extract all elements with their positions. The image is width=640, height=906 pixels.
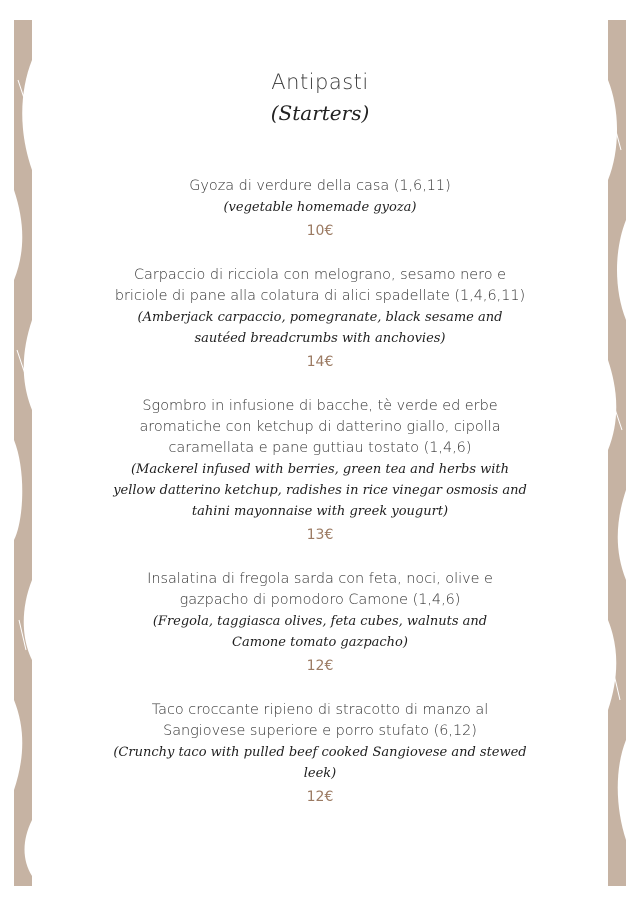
dish-price: 10€ — [306, 223, 334, 239]
menu-list — [110, 176, 530, 831]
dish-name: Sgombro in infusione di bacche, tè verde ed erbe aromatiche con ketchup di datterino giallo, cipolla caramellata e pane guttiau tostato (1,4,6) — [139, 398, 501, 456]
dish-english: (Amberjack carpaccio, pomegranate, black sesame and sautéed breadcrumbs with anchovies) — [137, 310, 503, 346]
dish-english: (Crunchy taco with pulled beef cooked Sangiovese and stewed leek) — [113, 745, 527, 781]
dish-price: 13€ — [306, 527, 334, 543]
menu-item — [110, 700, 530, 807]
dish-price: 12€ — [306, 789, 334, 805]
menu-header — [0, 68, 640, 128]
page-subtitle: (Starters) — [270, 101, 370, 125]
dish-name: Insalatina di fregola sarda con feta, noci, olive e gazpacho di pomodoro Camone (1,4,6) — [147, 571, 493, 608]
dish-english: (vegetable homemade gyoza) — [223, 200, 417, 215]
dish-english: (Fregola, taggiasca olives, feta cubes, walnuts and Camone tomato gazpacho) — [152, 614, 488, 650]
dish-name: Carpaccio di ricciola con melograno, sesamo nero e briciole di pane alla colatura di alici spadellate (1,4,6,11) — [114, 267, 526, 304]
page-title: Antipasti — [271, 70, 369, 94]
dish-name: Gyoza di verdure della casa (1,6,11) — [189, 178, 451, 194]
dish-price: 12€ — [306, 658, 334, 674]
dish-name: Taco croccante ripieno di stracotto di manzo al Sangiovese superiore e porro stufato (6,12) — [151, 702, 489, 739]
dish-english: (Mackerel infused with berries, green tea and herbs with yellow datterino ketchup, radishes in rice vinegar osmosis and tahini mayonnaise with greek yougurt) — [113, 462, 527, 519]
menu-item — [110, 265, 530, 372]
menu-item — [110, 176, 530, 241]
dish-price: 14€ — [306, 354, 334, 370]
decorative-left-border — [14, 20, 32, 886]
menu-item — [110, 396, 530, 545]
decorative-right-border — [608, 20, 626, 886]
menu-item — [110, 569, 530, 676]
